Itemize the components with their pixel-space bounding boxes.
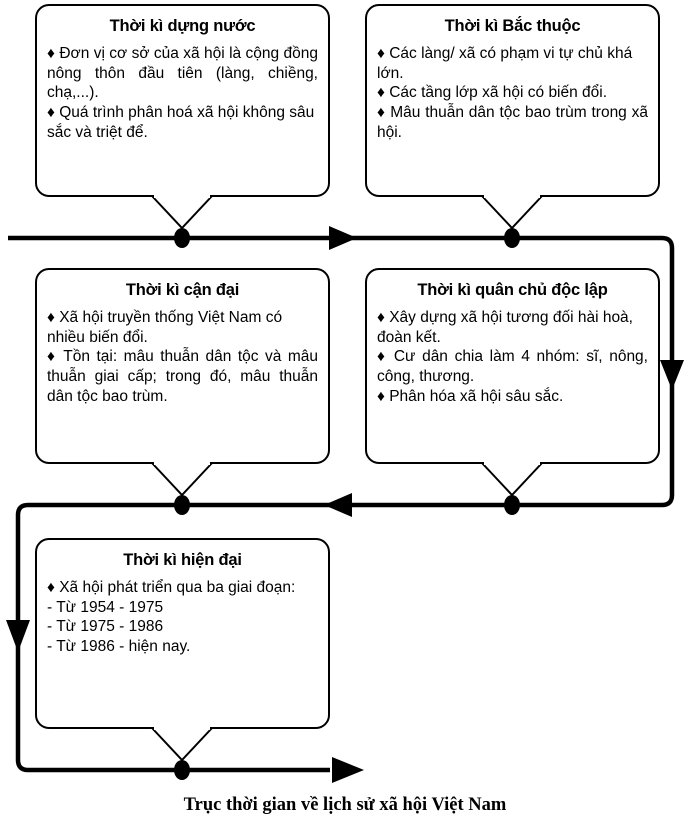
timeline-node-can-dai bbox=[174, 495, 190, 515]
arrowhead-right-row3-icon bbox=[332, 757, 364, 783]
tail-mask-quan-chu-doc-lap bbox=[484, 459, 540, 465]
timeline-node-quan-chu-doc-lap bbox=[504, 495, 520, 515]
tail-bac-thuoc bbox=[482, 196, 542, 228]
tail-dung-nuoc bbox=[152, 196, 212, 228]
period-content-bac-thuoc bbox=[377, 44, 648, 143]
period-line: ♦ Cư dân chia làm 4 nhóm: sĩ, nông, công, thương. bbox=[377, 348, 648, 386]
period-box-can-dai bbox=[35, 268, 330, 464]
period-title-dung-nuoc: Thời kì dựng nước bbox=[109, 17, 256, 35]
period-line: ♦ Quá trình phân hoá xã hội không sâu sắc và triệt để. bbox=[47, 104, 315, 142]
timeline-node-hien-dai bbox=[174, 760, 190, 780]
period-box-quan-chu-doc-lap bbox=[365, 268, 660, 464]
timeline-node-dung-nuoc bbox=[174, 228, 190, 248]
period-line: ♦ Tồn tại: mâu thuẫn dân tộc và mâu thuẫn giai cấp; trong đó, mâu thuẫn dân tộc bao trùm. bbox=[47, 348, 318, 406]
period-title-can-dai: Thời kì cận đại bbox=[125, 281, 240, 299]
period-line: ♦ Xây dựng xã hội tương đối hài hoà, đoàn kết. bbox=[377, 308, 633, 346]
period-line: - Từ 1954 - 1975 bbox=[47, 598, 164, 616]
period-line: - Từ 1986 - hiện nay. bbox=[47, 638, 191, 656]
period-title-quan-chu-doc-lap: Thời kì quân chủ độc lập bbox=[417, 281, 608, 299]
period-line: ♦ Mâu thuẫn dân tộc bao trùm trong xã hội. bbox=[377, 104, 648, 142]
timeline-node-bac-thuoc bbox=[504, 228, 520, 248]
period-title-hien-dai: Thời kì hiện đại bbox=[123, 551, 242, 569]
period-line: ♦ Các làng/ xã có phạm vi tự chủ khá lớn. bbox=[377, 44, 633, 82]
arrowhead-down-left-icon bbox=[6, 620, 30, 652]
arrowhead-down-right-icon bbox=[660, 360, 684, 390]
tail-quan-chu-doc-lap bbox=[482, 463, 542, 495]
period-content-hien-dai bbox=[47, 578, 318, 657]
arrowhead-right-row1-icon bbox=[329, 226, 357, 250]
period-content-quan-chu-doc-lap bbox=[377, 308, 648, 407]
diagram-caption: Trục thời gian về lịch sử xã hội Việt Nam bbox=[183, 795, 507, 815]
period-content-dung-nuoc bbox=[47, 44, 318, 143]
period-line: - Từ 1975 - 1986 bbox=[47, 618, 164, 636]
period-line: ♦ Các tầng lớp xã hội có biến đổi. bbox=[377, 84, 608, 102]
arrowhead-left-row2-icon bbox=[324, 493, 352, 517]
tail-mask-bac-thuoc bbox=[484, 192, 540, 198]
period-line: ♦ Xã hội truyền thống Việt Nam có nhiều biến đổi. bbox=[47, 308, 283, 346]
tail-mask-can-dai bbox=[154, 459, 210, 465]
period-line: ♦ Phân hóa xã hội sâu sắc. bbox=[377, 388, 564, 406]
period-box-dung-nuoc bbox=[35, 4, 330, 197]
tail-hien-dai bbox=[152, 728, 212, 760]
period-box-hien-dai bbox=[35, 538, 330, 729]
period-title-bac-thuoc: Thời kì Bắc thuộc bbox=[444, 17, 581, 35]
tail-mask-dung-nuoc bbox=[154, 192, 210, 198]
period-box-bac-thuoc bbox=[365, 4, 660, 197]
tail-can-dai bbox=[152, 463, 212, 495]
tail-mask-hien-dai bbox=[154, 724, 210, 730]
period-content-can-dai bbox=[47, 308, 318, 407]
period-line: ♦ Xã hội phát triển qua ba giai đoạn: bbox=[47, 578, 296, 596]
period-line: ♦ Đơn vị cơ sở của xã hội là cộng đồng nông thôn đầu tiên (làng, chiềng, chạ,...). bbox=[47, 44, 318, 102]
